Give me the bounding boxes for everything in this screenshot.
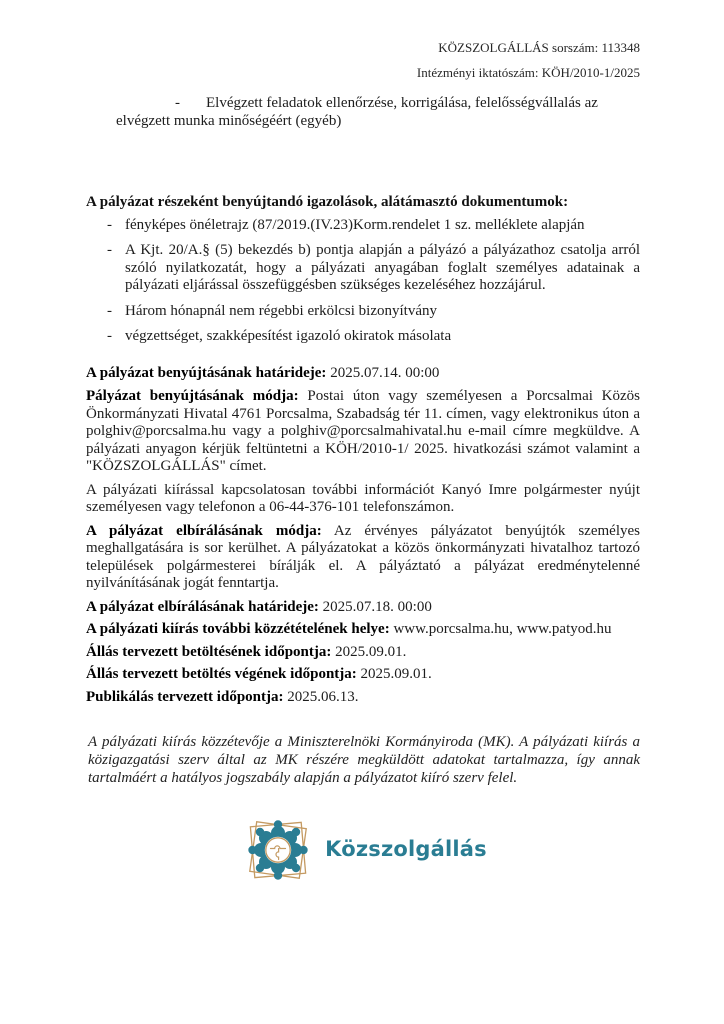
registry-number: Intézményi iktatószám: KÖH/2010-1/2025 xyxy=(416,65,640,80)
position-start-date-label: Állás tervezett betöltésének időpontja: xyxy=(86,643,332,660)
position-start-date xyxy=(86,644,640,662)
contact-info xyxy=(86,482,640,517)
kozszolgallas-logo xyxy=(86,809,640,891)
submission-method-text: Postai úton vagy személyesen a Porcsalmai Közös Önkormányzati Hivatal 4761 Porcsalma, Szabadság tér 11. címen, vagy elektronikus úton a polghiv@porcsalma.hu vagy a polghiv@porcsalmahivatal.hu e-mail címre megküldve. A pályázati anyagon kérjük feltüntetni a KÖH/2010-1/ 2025. hivatkozási számot valamint a "KÖZSZOLGÁLLÁS" címet. xyxy=(86,388,641,474)
publication-date-label: Publikálás tervezett időpontja: xyxy=(86,688,284,705)
list-item-text: Három hónapnál nem régebbi erkölcsi bizonyítvány xyxy=(125,302,437,319)
evaluation-deadline xyxy=(86,599,640,617)
publication-places xyxy=(86,621,640,639)
bullet-dash: - xyxy=(175,95,180,111)
documents-section-heading: A pályázat részeként benyújtandó igazolások, alátámasztó dokumentumok: xyxy=(86,194,569,210)
serial-number: KÖZSZOLGÁLLÁS sorszám: 113348 xyxy=(438,40,640,55)
evaluation-method-label: A pályázat elbírálásának módja: xyxy=(86,522,322,539)
document-header xyxy=(86,41,640,79)
list-item xyxy=(86,242,640,295)
submission-deadline-label: A pályázat benyújtásának határideje: xyxy=(86,364,327,381)
bullet-dash: - xyxy=(107,328,112,344)
evaluation-method-text: Az érvényes pályázatot benyújtók személyes meghallgatására is sor kerülhet. A pályázatokat a közös önkormányzati hivatalhoz tartozó települések polgármesterei bírálják el. A pályáztató a pályázat eredménytelenné nyilvánításának jogát fenntartja. xyxy=(86,522,640,591)
list-item xyxy=(86,303,640,321)
logo-wordmark: Közszolgállás xyxy=(325,836,487,861)
publication-date xyxy=(86,689,640,707)
evaluation-deadline-value: 2025.07.18. 00:00 xyxy=(322,598,432,615)
list-item-text: fényképes önéletrajz (87/2019.(IV.23)Korm.rendelet 1 sz. melléklete alapján xyxy=(125,216,585,233)
publication-date-value: 2025.06.13. xyxy=(287,688,359,705)
documents-list xyxy=(86,217,640,346)
submission-deadline xyxy=(86,365,640,383)
evaluation-method xyxy=(86,523,640,593)
list-item-text: végzettséget, szakképesítést igazoló okiratok másolata xyxy=(125,328,452,344)
list-item xyxy=(86,217,640,235)
contact-info-text: A pályázati kiírással kapcsolatosan további információt Kanyó Imre polgármester nyújt személyesen vagy telefonon a 06-44-376-101 telefonszámon. xyxy=(86,481,640,515)
task-text: Elvégzett feladatok ellenőrzése, korrigálása, felelősségvállalás az elvégzett munka minőségéért (egyéb) xyxy=(116,95,598,129)
position-end-date xyxy=(86,666,640,684)
publication-places-value: www.porcsalma.hu, www.patyod.hu xyxy=(393,621,612,637)
position-start-date-value: 2025.09.01. xyxy=(335,643,407,660)
task-list-item xyxy=(116,95,640,130)
logo-emblem-icon xyxy=(239,809,317,891)
bullet-dash: - xyxy=(107,302,112,319)
position-end-date-value: 2025.09.01. xyxy=(360,666,432,682)
bullet-dash: - xyxy=(107,242,112,258)
position-end-date-label: Állás tervezett betöltés végének időpontja: xyxy=(86,666,357,682)
publication-places-label: A pályázati kiírás további közzétételének helye: xyxy=(86,621,390,637)
evaluation-deadline-label: A pályázat elbírálásának határideje: xyxy=(86,598,319,615)
bullet-dash: - xyxy=(107,216,112,233)
submission-method-label: Pályázat benyújtásának módja: xyxy=(86,388,299,404)
publisher-disclaimer: A pályázati kiírás közzétevője a Miniszterelnöki Kormányiroda (MK). A pályázati kiírás a közigazgatási szerv által az MK részére megküldött adatokat tartalmazza, így annak tartalmáért a hatályos jogszabály alapján a pályázatot kiíró szerv felel. xyxy=(88,734,640,787)
list-item-text: A Kjt. 20/A.§ (5) bekezdés b) pontja alapján a pályázó a pályázathoz csatolja arról szóló nyilatkozatát, hogy a pályázati anyagában foglalt személyes adatainak a pályázati eljárással összefüggésben szükséges kezeléséhez hozzájárul. xyxy=(125,242,640,293)
list-item xyxy=(86,328,640,346)
submission-method xyxy=(86,388,640,476)
submission-deadline-value: 2025.07.14. 00:00 xyxy=(330,364,440,381)
